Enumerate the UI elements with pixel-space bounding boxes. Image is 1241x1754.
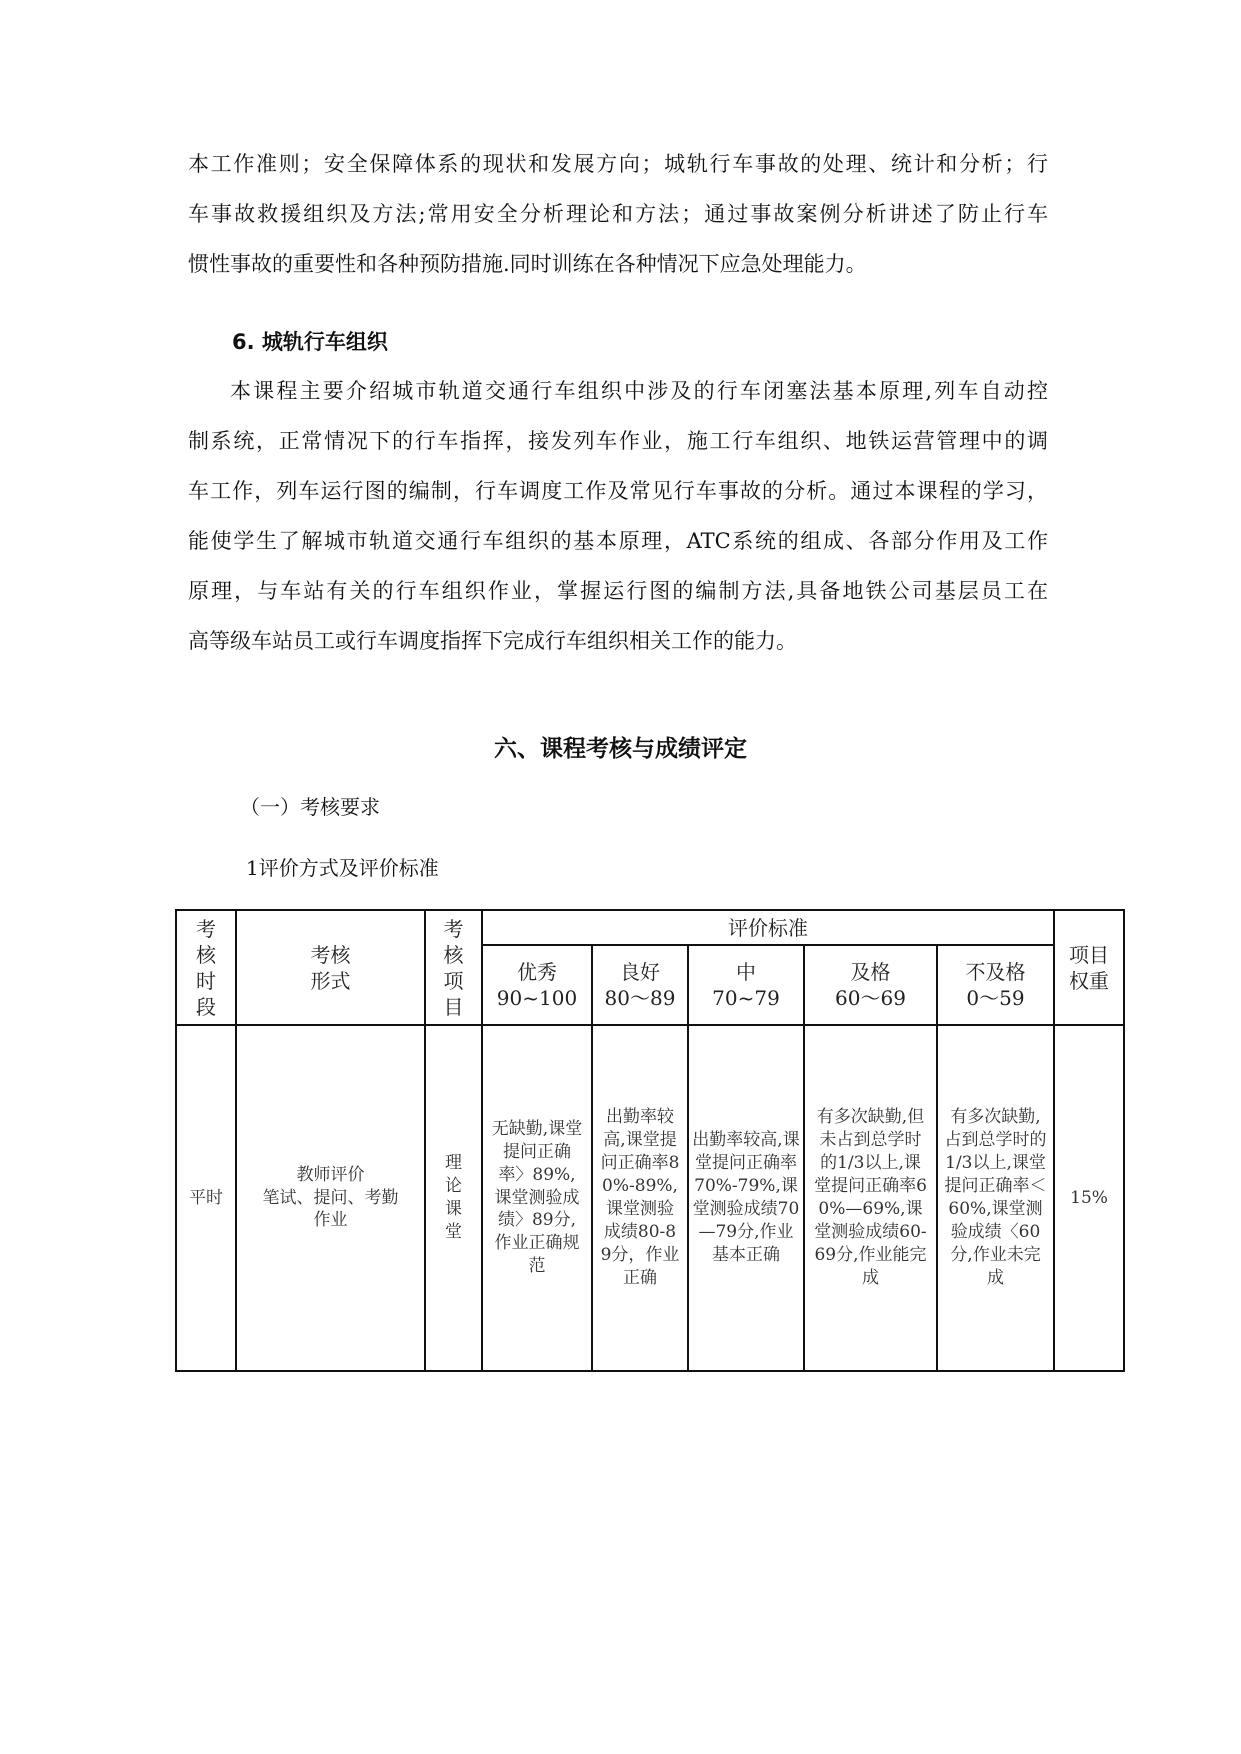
subsection-title: （一）考核要求 <box>240 795 380 819</box>
cell-item: 理论课堂 <box>425 1025 482 1371</box>
cell-criteria-medium: 出勤率较高,课堂提问正确率70%-79%,课堂测验成绩70—79分,作业基本正确 <box>688 1025 804 1371</box>
text-line: 原理，与车站有关的行车组织作业，掌握运行图的编制方法,具备地铁公司基层员工在 <box>188 579 1048 603</box>
course-heading: 6. 城轨行车组织 <box>232 330 388 354</box>
paragraph-train-operation <box>188 366 1048 666</box>
header-weight: 项目 权重 <box>1054 910 1124 1025</box>
header-item: 考核项目 <box>425 910 482 1025</box>
header-criteria: 评价标准 <box>482 910 1054 945</box>
sub-item-title: 1评价方式及评价标准 <box>246 856 439 880</box>
level-pass: 及格 60～69 <box>804 945 937 1025</box>
grading-table <box>175 909 1125 1372</box>
text-line: 车事故救援组织及方法;常用安全分析理论和方法；通过事故案例分析讲述了防止行车 <box>188 202 1048 226</box>
cell-period: 平时 <box>176 1025 236 1371</box>
text-line: 车工作，列车运行图的编制，行车调度工作及常见行车事故的分析。通过本课程的学习， <box>188 479 1048 503</box>
text-line: 惯性事故的重要性和各种预防措施.同时训练在各种情况下应急处理能力。 <box>188 252 867 276</box>
cell-criteria-fail: 有多次缺勤,占到总学时的1/3以上,课堂提问正确率＜60%,课堂测验成绩〈60分,作业未完成 <box>937 1025 1054 1371</box>
text-line: 高等级车站员工或行车调度指挥下完成行车组织相关工作的能力。 <box>188 629 797 653</box>
header-form: 考核 形式 <box>236 910 425 1025</box>
cell-criteria-good: 出勤率较高,课堂提问正确率80%-89%,课堂测验成绩80-89分，作业正确 <box>592 1025 688 1371</box>
text-line: 本课程主要介绍城市轨道交通行车组织中涉及的行车闭塞法基本原理,列车自动控 <box>230 379 1048 403</box>
header-period: 考核时段 <box>176 910 236 1025</box>
cell-weight: 15% <box>1054 1025 1124 1371</box>
level-fail: 不及格 0～59 <box>937 945 1054 1025</box>
cell-criteria-pass: 有多次缺勤,但未占到总学时的1/3以上,课堂提问正确率60%—69%,课堂测验成绩60-69分,作业能完成 <box>804 1025 937 1371</box>
cell-form: 教师评价 笔试、提问、考勤 作业 <box>236 1025 425 1371</box>
text-line: 制系统，正常情况下的行车指挥，接发列车作业，施工行车组织、地铁运营管理中的调 <box>188 429 1048 453</box>
level-medium: 中 70~79 <box>688 945 804 1025</box>
text-line: 本工作准则；安全保障体系的现状和发展方向；城轨行车事故的处理、统计和分析；行 <box>188 152 1048 176</box>
text-line: 能使学生了解城市轨道交通行车组织的基本原理，ATC系统的组成、各部分作用及工作 <box>188 529 1048 553</box>
cell-criteria-excellent: 无缺勤,课堂提问正确率〉89%,课堂测验成绩〉89分,作业正确规范 <box>482 1025 592 1371</box>
level-good: 良好 80～89 <box>592 945 688 1025</box>
level-excellent: 优秀 90~100 <box>482 945 592 1025</box>
section-title: 六、课程考核与成绩评定 <box>494 735 747 762</box>
paragraph-safety-course <box>188 139 1048 289</box>
